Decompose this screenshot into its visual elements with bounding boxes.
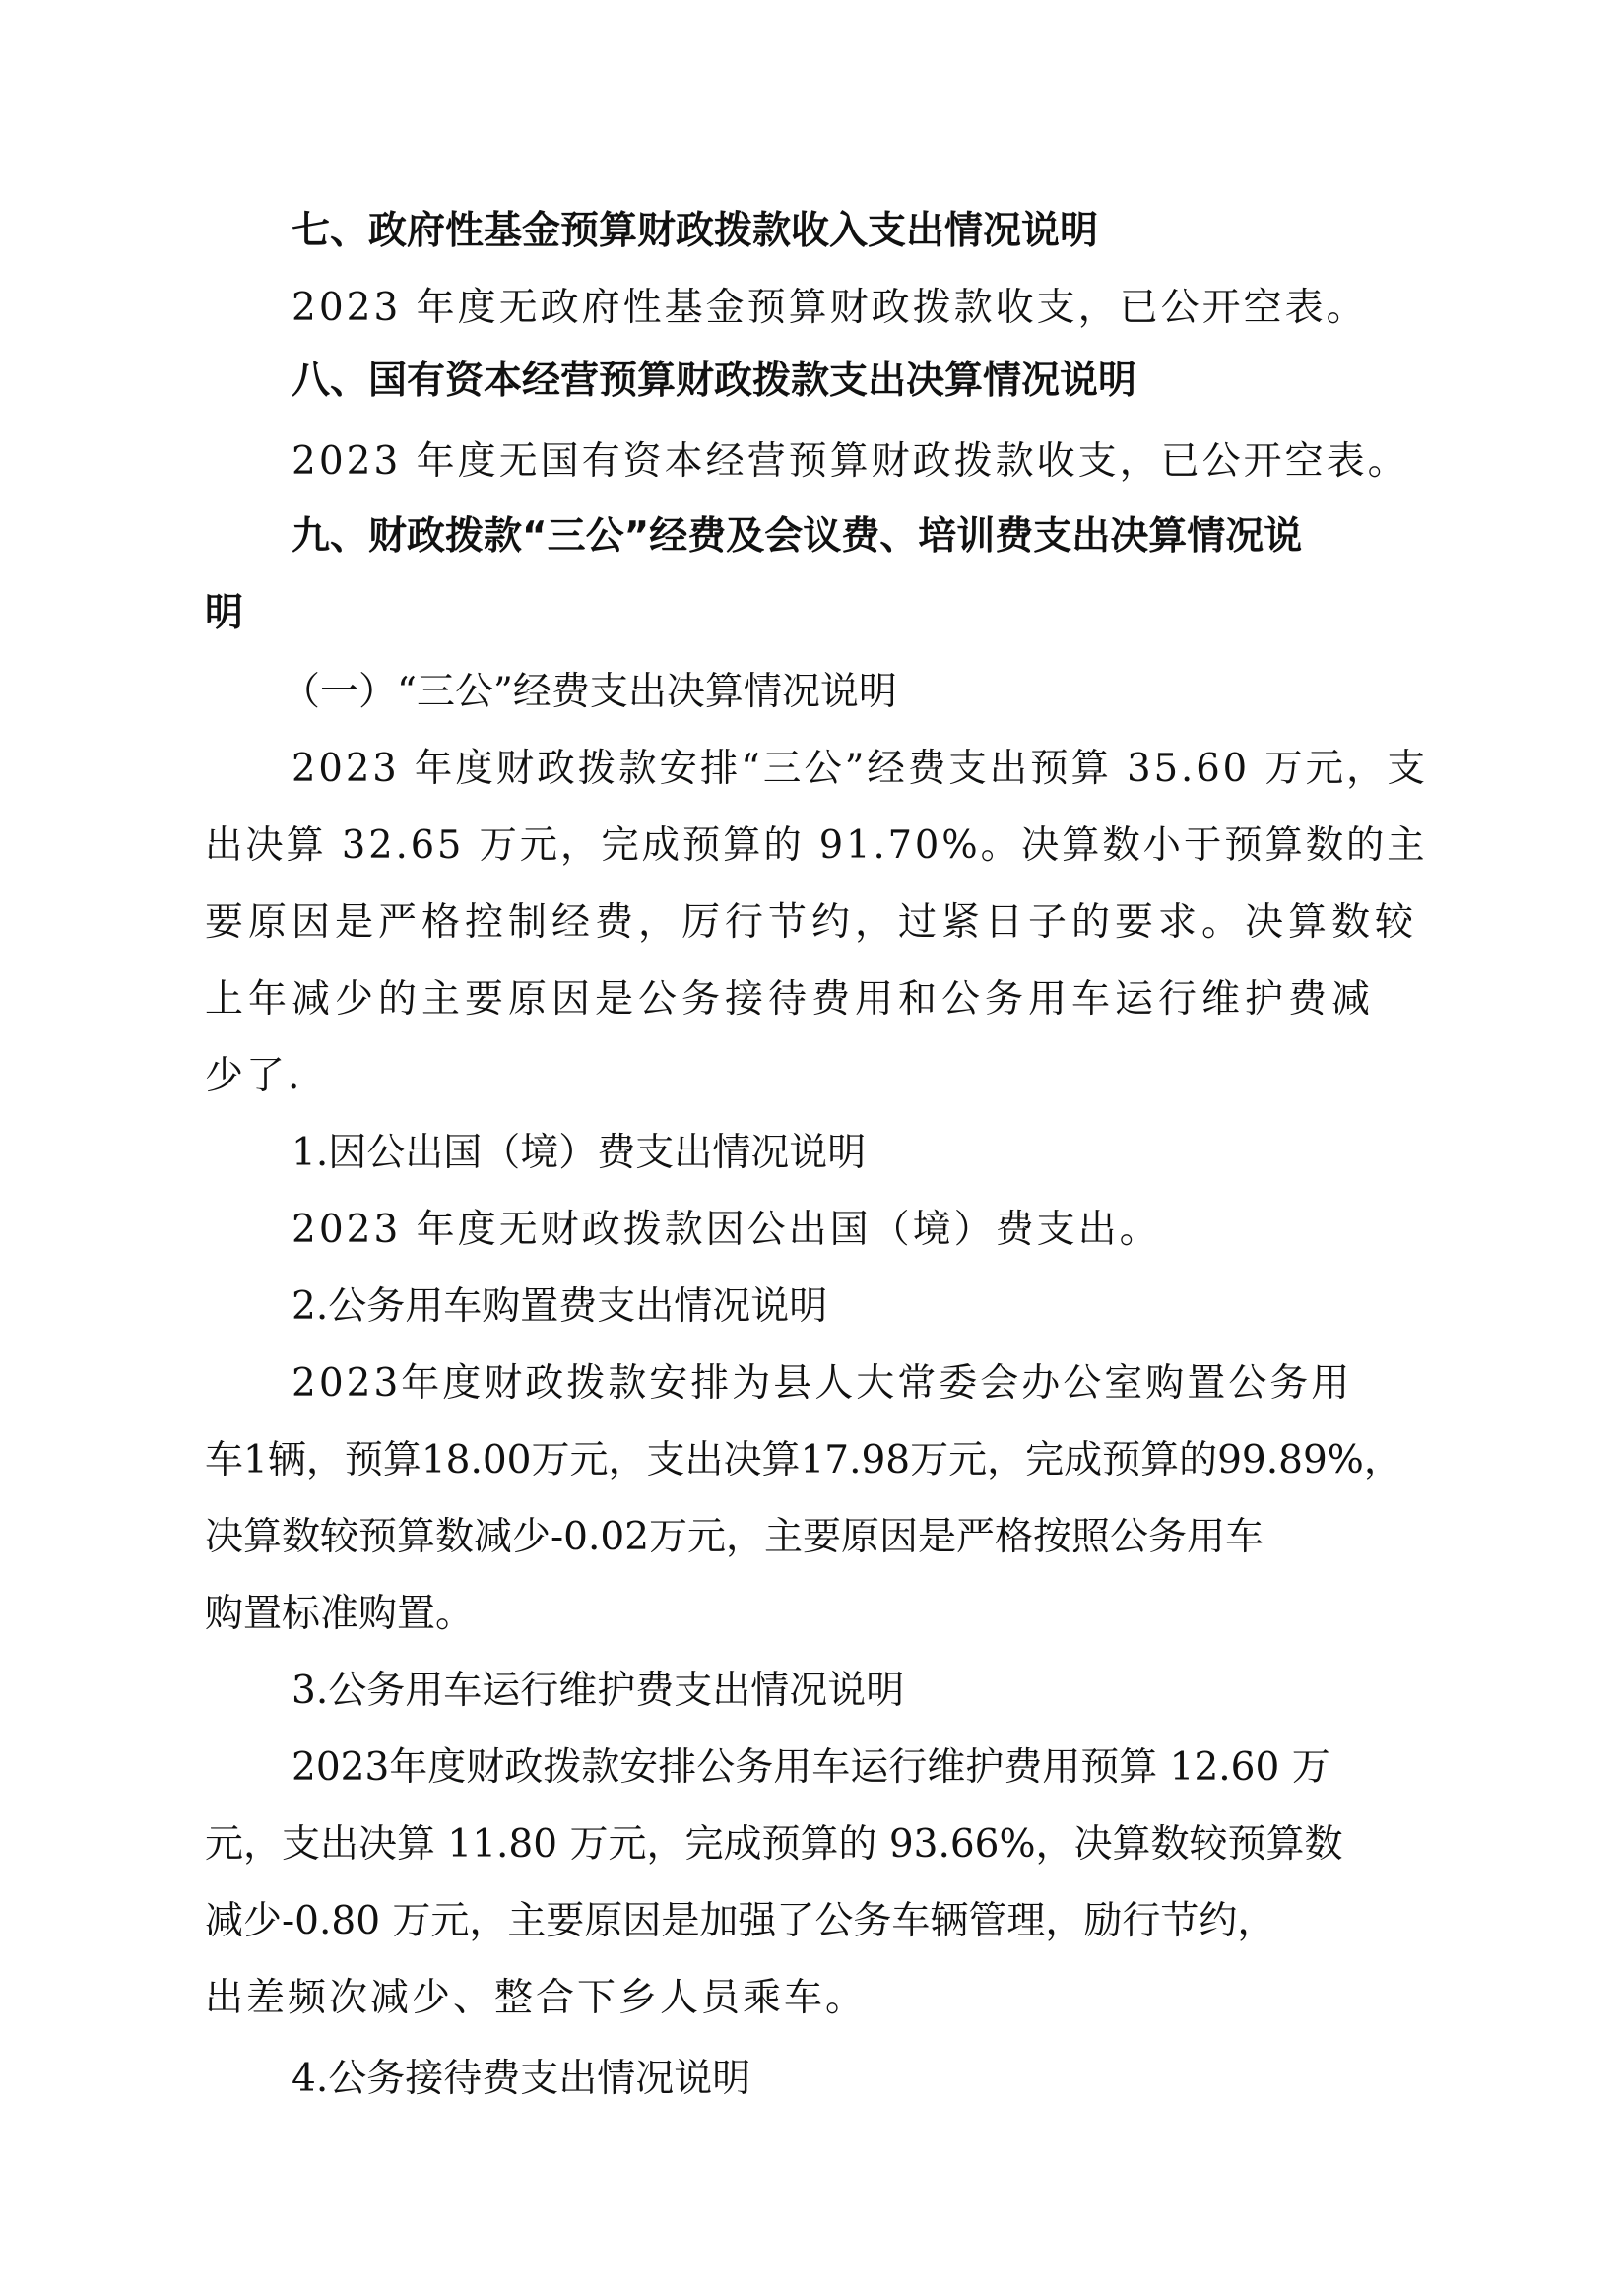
section-heading-9-continued	[0, 584, 1621, 643]
subheading-text: （一）“三公”经费支出决算情况说明	[282, 670, 897, 714]
paragraph-line	[0, 1892, 1621, 1951]
line-text: 出决算 32.65 万元，完成预算的 91.70%。决算数小于预算数的主	[205, 823, 1428, 868]
heading-text: 七、政府性基金预算财政拨款收入支出情况说明	[292, 209, 1099, 253]
section-heading-7	[0, 202, 1621, 261]
item-heading-text: 2.公务用车购置费支出情况说明	[292, 1284, 828, 1329]
line-text: 出差频次减少、整合下乡人员乘车。	[205, 1976, 868, 2020]
subsection-heading-1	[0, 663, 1621, 722]
line-text: 2023年度财政拨款安排公务用车运行维护费用预算 12.60 万	[292, 1745, 1330, 1790]
section-heading-9	[0, 507, 1621, 566]
paragraph-line	[0, 740, 1621, 799]
item-heading-text: 4.公务接待费支出情况说明	[292, 2057, 751, 2101]
line-text: 少了.	[205, 1054, 303, 1098]
item-heading-3	[0, 1662, 1621, 1721]
line-text: 2023 年度无政府性基金预算财政拨款收支，已公开空表。	[292, 286, 1368, 330]
paragraph-line	[0, 1047, 1621, 1106]
item-heading-text: 1.因公出国（境）费支出情况说明	[292, 1131, 867, 1175]
heading-text: 明	[205, 591, 244, 635]
line-text: 上年减少的主要原因是公务接待费用和公务用车运行维护费减	[205, 977, 1376, 1021]
paragraph-line	[0, 432, 1621, 492]
section-heading-8	[0, 352, 1621, 411]
paragraph-line	[0, 1431, 1621, 1490]
item-heading-4	[0, 2050, 1621, 2109]
item-heading-2	[0, 1278, 1621, 1337]
item-heading-1	[0, 1124, 1621, 1183]
line-text: 2023年度财政拨款安排为县人大常委会办公室购置公务用	[292, 1361, 1353, 1406]
line-text: 元，支出决算 11.80 万元，完成预算的 93.66%，决算数较预算数	[205, 1822, 1343, 1867]
paragraph-line	[0, 893, 1621, 952]
line-text: 购置标准购置。	[205, 1592, 475, 1636]
line-text: 2023 年度无国有资本经营预算财政拨款收支，已公开空表。	[292, 439, 1409, 484]
line-text: 要原因是严格控制经费，厉行节约，过紧日子的要求。决算数较	[205, 900, 1419, 945]
heading-text: 八、国有资本经营预算财政拨款支出决算情况说明	[292, 359, 1137, 403]
paragraph-line	[0, 1508, 1621, 1567]
line-text: 决算数较预算数减少-0.02万元，主要原因是严格按照公务用车	[205, 1515, 1264, 1559]
paragraph-line	[0, 279, 1621, 338]
paragraph-line	[0, 970, 1621, 1029]
line-text: 减少-0.80 万元，主要原因是加强了公务车辆管理，励行节约，	[205, 1899, 1276, 1943]
item-heading-text: 3.公务用车运行维护费支出情况说明	[292, 1669, 905, 1713]
paragraph-line	[0, 1815, 1621, 1874]
paragraph-line	[0, 1201, 1621, 1260]
paragraph-line	[0, 1585, 1621, 1644]
paragraph-line	[0, 817, 1621, 876]
heading-text: 九、财政拨款“三公”经费及会议费、培训费支出决算情况说	[292, 514, 1303, 558]
line-text: 2023 年度无财政拨款因公出国（境）费支出。	[292, 1208, 1161, 1252]
paragraph-line	[0, 1354, 1621, 1413]
paragraph-line	[0, 1738, 1621, 1798]
paragraph-line	[0, 1969, 1621, 2028]
line-text: 车1辆，预算18.00万元，支出决算17.98万元，完成预算的99.89%，	[205, 1438, 1402, 1482]
line-text: 2023 年度财政拨款安排“三公”经费支出预算 35.60 万元，支	[292, 747, 1428, 791]
